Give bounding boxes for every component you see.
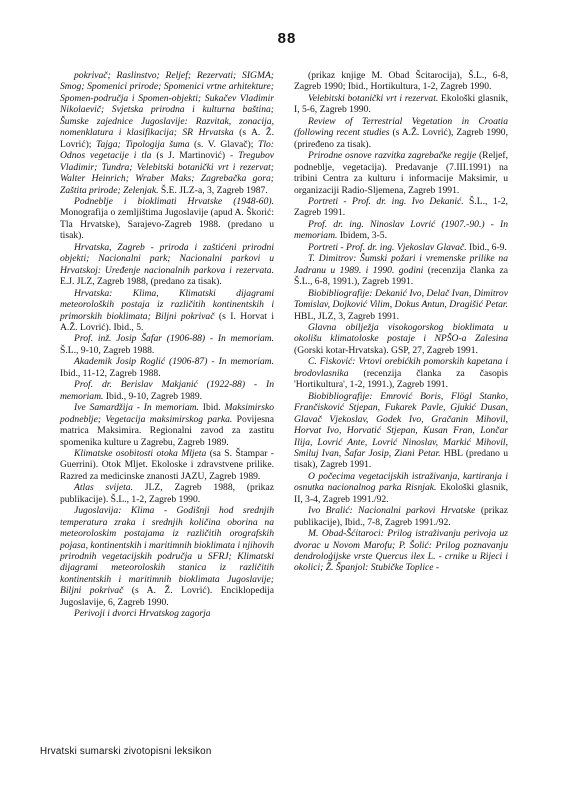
entry-title: Hrvatska, Zagreb - priroda i zaštićeni prirodni objekti; Nacionalni park; Nacionalni parkovi u Hrvatskoj: Uređenje nacionalnih parkova i rezervata. (60, 241, 274, 276)
entry-details: Š.L., 1-2, Zagreb 1991. (294, 195, 509, 219)
entry-details: Monografija o zemljištima Jugoslavije (apud A. Škorić: Tla Hrvatske), Sarajevo-Zagreb 1988. (predano u tisak). (60, 207, 274, 242)
entry-title: Akademik Josip Roglić (1906-87) - In memoriam. (74, 356, 274, 368)
entry-details: (recenzija članka za Š.L., 6-8, 1991.), Zagreb 1991. (294, 264, 508, 288)
bibliography-entry (294, 150, 508, 196)
entry-title: Prof. dr. Berislav Makjanić (1922-88) - In memoriam. (60, 379, 274, 402)
bibliography-entry (60, 242, 274, 288)
entry-details: (s A.Ž. Lovrić), Zagreb 1990, (priređeno za tisak). (294, 127, 508, 150)
entry-details: (prikaz publikacije), Ibid., 7-8, Zagreb 1991./92. (294, 505, 508, 528)
page-footer: Hrvatski sumarski zivotopisni leksikon (40, 746, 212, 757)
entry-details: Ekološki glasnik, II, 3-4, Zagreb 1991./92. (294, 482, 508, 505)
bibliography-entry (60, 70, 274, 196)
entry-details: (s I. Horvat i A.Ž. Lovrić). Ibid., 5. (60, 310, 274, 333)
bibliography-entry (294, 253, 508, 287)
entry-title: Tregubov Vladimir; Tundra; Velebitski botanički vrt i rezervat; Walter Heinrich; Wraber Maks; Zagrebačka gora; Zaštita prirode; Zelenjak. (60, 150, 274, 196)
entry-details: Š.L., 9-10, Zagreb 1988. (60, 344, 155, 356)
entry-title: Tlo: Odnos vegetacije i tla (60, 138, 274, 162)
entry-title: Portreti - Prof. dr. ing. Ivo Dekanić. (308, 195, 464, 207)
entry-title: Glavna obilježja visokogorskog bioklimata u okolišu klimatoloske postaje i NPŠO-a Zalesina (294, 321, 508, 345)
bibliography-entry (294, 322, 508, 356)
entry-title: Klimatske osobitosti otoka Mljeta (74, 447, 207, 459)
entry-title: Biobibliografije: Dekanić Ivo, Delač Ivan, Dimitrov Tomislav, Dojković Vilim, Dokus Antun, Dragišić Petar. (294, 287, 508, 311)
entry-title: pokrivač; Raslinstvo; Reljef; Rezervati; SIGMA; Smog; Spomenici prirode; Spomenici vrtne arhitekture; Spomen-područja i Spomen-objekti; Sukačev Vladimir Nikolaevič; Svjetska prirodna i kulturna baština; Šumske zajednice Jugoslavije: Razvitak, zonacija, nomenklatura i klasifikacija; SR Hrvatska (60, 70, 274, 139)
entry-title: Prirodne osnove razvitka zagrebačke regije (308, 150, 477, 162)
entry-title: Prof. inž. Josip Šafar (1906-88) - In memoriam. (74, 333, 274, 345)
entry-details: Ibid., 6-9. (466, 241, 507, 253)
entry-details: (s. V. Glavač); (189, 138, 258, 150)
entry-title: Portreti - Prof. dr. ing. Vjekoslav Glavač. (308, 241, 467, 253)
entry-title: Velebitski botanički vrt i rezervat. (308, 92, 439, 104)
bibliography-entry (60, 196, 274, 242)
entry-title: O počecima vegetacijskih istraživanja, kartiranja i osnutka nacionalnog parka Risnjak. (294, 470, 508, 494)
bibliography-entry (294, 116, 508, 150)
entry-details: Ibid., 11-12, Zagreb 1988. (60, 367, 161, 379)
entry-title: Biobibliografije: Emrović Boris, Flögl Stanko, Frančisković Stjepan, Fukarek Pavle, Gjukić Dusan, Glavač Vjekoslav, Godek Ivo, Gračanin Mihovil, Horvat Ivo, Horvatić Stjepan, Kusan Fran, Lončar Ilija, Lovrić Ante, Lovrić Ninoslav, Markić Mihovil, Smiluj Ivan, Šafar Josip, Ziani Petar. (294, 390, 508, 459)
entry-details: Ibid. (198, 402, 225, 414)
entry-details: HBL (predano u tisak), Zagreb 1991. (294, 447, 509, 471)
entry-title: Jugoslavija: Klima - Godišnji hod srednjih temperatura zraka i srednjih količina oborina na meteoroloskim postajama iz različitih orografskih pojasa, kontinentskih i maritimnih bioklimata i njihovih prirodnih vegetacijskih područja u SFRJ; Klimatski dijagrami meteoroloskih stanica iz različitih kontinentskih i maritimnih bioklimata Jugoslavije; Biljni pokrivač (60, 505, 274, 597)
bibliography-entry (294, 196, 508, 219)
bibliography-entry (60, 356, 274, 379)
page-number: 88 (277, 30, 297, 47)
left-column (60, 70, 274, 620)
entry-title: Perivoji i dvorci Hrvatskog zagorja (74, 608, 211, 620)
bibliography-entry (60, 505, 274, 608)
bibliography-entry (294, 528, 508, 574)
entry-title: Ive Samardžija - In memoriam. (74, 402, 199, 414)
entry-details: Povijesna matrica Maksimira. Regionalni zavod za zastitu spomenika kulture u Zagrebu, Zagreb 1989. (60, 413, 274, 448)
entry-details: HBL, JLZ, 3, Zagreb 1991. (294, 310, 399, 322)
entry-details: (s A. Ž. Lovrić). Enciklopedija Jugoslavije, 6, Zagreb 1990. (60, 585, 274, 608)
right-column (294, 70, 508, 574)
entry-details: (s J. Martinović) - (151, 150, 239, 162)
entry-details: Ibidem, 3-5. (337, 230, 387, 242)
bibliography-entry (294, 356, 508, 390)
entry-title: C. Fisković: Vrtovi orebićkih pomorskih kapetana i brodovlasnika (294, 356, 508, 379)
entry-title: Hrvatska: Klima, Klimatski dijagrami meteoroloških postaja iz različitih kontinentskih i primorskih bioklimata; Biljni pokrivač (60, 287, 274, 322)
bibliography-entry (60, 482, 274, 505)
entry-title: M. Obad-Šćitaroci: Prilog istraživanju perivoja uz dvorac u Novom Marofu; P. Šolić: Prilog poznavanju dendroloģijske vrste Quercus ilex L. - crnike u Rijeci i okolici; Ž. Španjol: Stubičke Toplice - (294, 528, 508, 574)
bibliography-entry (60, 333, 274, 356)
entry-details: E.J. JLZ, Zagreb 1988, (predano za tisak). (60, 276, 222, 288)
entry-details: Ibid., 9-10, Zagreb 1989. (103, 390, 203, 402)
bibliography-entry (60, 379, 274, 402)
entry-title: Atlas svijeta. (74, 482, 133, 494)
entry-title: Maksimirsko podneblje; Vegetacija maksimirskog parka. (60, 402, 274, 425)
entry-details: Š.E. JLZ-a, 3, Zagreb 1987. (158, 184, 268, 196)
bibliography-entry (60, 608, 274, 619)
entry-title: Podneblje i bioklimati Hrvatske (1948-60). (74, 195, 274, 207)
bibliography-entry (294, 242, 508, 253)
bibliography-entry (294, 70, 508, 93)
bibliography-entry (294, 93, 508, 116)
bibliography-entry (294, 471, 508, 505)
entry-title: Ivo Bralić: Nacionalni parkovi Hrvatske (308, 505, 476, 517)
entry-details: (s A. Ž. Lovrić); (60, 127, 274, 150)
bibliography-entry (60, 402, 274, 448)
bibliography-entry (60, 448, 274, 482)
bibliography-entry (294, 505, 508, 528)
entry-details: (sa S. Štampar - Guerrini). Otok Mljet. Ekoloske i zdravstvene prilike. Razred za medicinske znanosti JAZU, Zagreb 1989. (60, 447, 274, 482)
entry-details: JLZ, Zagreb 1988, (prikaz publikacije). Š.L., 1-2, Zagreb 1990. (60, 482, 274, 505)
entry-title: T. Dimitrov: Šumski požari i vremenske prilike na Jadranu u 1989. i 1990. godini (294, 253, 508, 276)
bibliography-entry (60, 288, 274, 334)
entry-title: Tajga; Tipologija šuma (95, 138, 190, 150)
entry-title: Prof. dr. ing. Ninoslav Lovrić (1907.-90.) - In memoriam. (294, 218, 508, 242)
entry-details: (recenzija članka za časopis 'Hortikultura', 1-2, 1991.), Zagreb 1991. (294, 367, 508, 391)
bibliography-entry (294, 391, 508, 471)
bibliography-entry (294, 288, 508, 322)
entry-details: (prikaz knjige M. Obad Šcitarocija), Š.L., 6-8, Zagreb 1990; Ibid., Hortikultura, 1-2, Zagreb 1990. (294, 70, 508, 93)
entry-details: (Gorski kotar-Hrvatska). GSP, 27, Zagreb 1991. (294, 344, 478, 356)
entry-title: Review of Terrestrial Vegetation in Croatia (following recent studies (294, 115, 508, 139)
entry-details: Ekološki glasnik, I, 5-6, Zagreb 1990. (294, 92, 508, 116)
bibliography-entry (294, 219, 508, 242)
entry-details: (Reljef, podneblje, vegetacija). Predavanje (7.III.1991) na tribini Centra za kulturu i informacije Maksimir, u organizaciji Radio-Sljemena, Zagreb 1991. (294, 150, 509, 196)
